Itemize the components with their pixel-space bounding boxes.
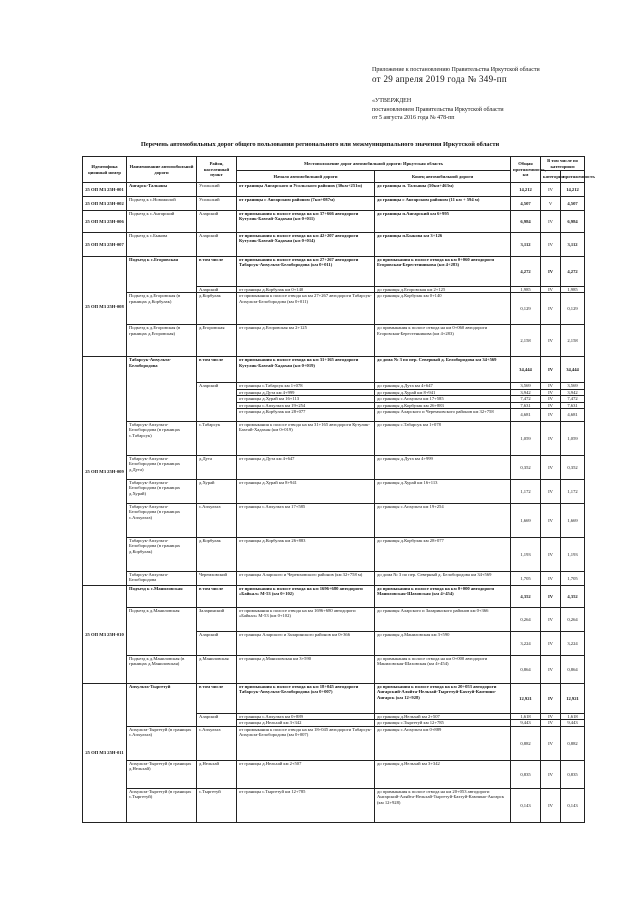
road-end: до границы д.Егоровская км 2+125 xyxy=(375,287,511,293)
road-length: 1,172 xyxy=(511,480,541,504)
road-district: д.Корбулак xyxy=(197,538,237,572)
road-category: IV xyxy=(541,257,561,287)
table-header-row xyxy=(83,157,585,171)
road-cat-length: 4,352 xyxy=(561,586,585,608)
road-cat-length: 0,352 xyxy=(561,456,585,480)
road-district: д.Нельхай xyxy=(197,760,237,788)
road-end: до границы д.Нельхай км 3+342 xyxy=(375,760,511,788)
road-start: от примыкания к полосе отвода на км 37+666 автодороги Кутулик-Бахтай-Хадахан (км 0+011) xyxy=(237,211,375,233)
road-category: IV xyxy=(541,402,561,408)
table-row xyxy=(83,538,585,572)
road-name: Табарсук-Апхульта-Белобородова xyxy=(127,572,197,586)
road-end: до границы п.Ангарский км 6+995 xyxy=(375,211,511,233)
road-id: 25 ОП МЗ 25Н-007 xyxy=(83,233,127,257)
road-cat-length: 1,059 xyxy=(561,422,585,456)
road-length: 0,129 xyxy=(511,293,541,325)
road-cat-length: 0,864 xyxy=(561,656,585,684)
road-id: 25 ОП МЗ 25Н-011 xyxy=(83,684,127,823)
road-end: до границы д.Хурай км 8+941 xyxy=(375,389,511,395)
col-header-end: Конец автомобильной дороги xyxy=(375,171,511,183)
road-end: до границы д.Корбулак км 28+077 xyxy=(375,538,511,572)
road-end: до границы д.Дута км 4+647 xyxy=(375,383,511,389)
approval-line-1: «УТВЕРЖДЕН xyxy=(372,98,412,104)
road-category: IV xyxy=(541,504,561,538)
road-end: до дома № 3 по пер. Северный д. Белобородова км 34+569 xyxy=(375,572,511,586)
road-start: от границы с.Апхульта км 17+585 xyxy=(237,504,375,538)
road-length: 0,864 xyxy=(511,656,541,684)
table-row xyxy=(83,422,585,456)
road-cat-length: 4,681 xyxy=(561,409,585,422)
road-name: Апхульта-Тыргетуй (в границах д.Нельхай) xyxy=(127,760,197,788)
road-length: 3,942 xyxy=(511,389,541,395)
road-category: IV xyxy=(541,714,561,720)
road-category: IV xyxy=(541,211,561,233)
road-start: от границы д.Нельхай км 3+342 xyxy=(237,720,375,726)
approval-line-3: от 5 августа 2016 года № 478-пп xyxy=(372,115,455,121)
road-start: от примыкания к полосе отвода на км 1696+680 автодороги «Байкал» М-53 (км 0+102) xyxy=(237,608,375,632)
road-start: от границы с.Табарсук км 1+078 xyxy=(237,383,375,389)
col-header-length: Общая протяженность, км xyxy=(511,157,541,183)
road-end: до границы с.Табарсук км 1+078 xyxy=(375,422,511,456)
road-cat-length: 0,882 xyxy=(561,726,585,760)
table-row xyxy=(83,586,585,608)
road-district: с.Апхульта xyxy=(197,504,237,538)
road-start: от границы д.Корбулак км 26+883 xyxy=(237,538,375,572)
col-header-start: Начало автомобильной дороги xyxy=(237,171,375,183)
road-length: 1,669 xyxy=(511,504,541,538)
road-length: 0,264 xyxy=(511,608,541,632)
road-cat-length: 4,272 xyxy=(561,257,585,287)
road-cat-length: 3,942 xyxy=(561,389,585,395)
road-start: от границы Ангарского и Усольского районов (30км+251м) xyxy=(237,183,375,197)
road-name: Табарсук-Апхульта-Белобородова (в границах д.Дута) xyxy=(127,456,197,480)
road-id: 25 ОП МЗ 25Н-002 xyxy=(83,197,127,211)
road-district: Заларинский xyxy=(197,608,237,632)
road-category: IV xyxy=(541,760,561,788)
road-category: IV xyxy=(541,357,561,383)
road-category: IV xyxy=(541,456,561,480)
road-end: до границы с Ангарским районом (11 км + 594 м) xyxy=(375,197,511,211)
road-cat-length: 2,158 xyxy=(561,325,585,357)
road-cat-length: 1,705 xyxy=(561,572,585,586)
road-district: в том числе xyxy=(197,257,237,287)
road-end: до примыкания к полосе отвода на км 20+053 автодороги Ангарский-Аляйта-Нельхай-Тыргетуй-Бахтуй-Камчино-Ангарск (км 12+928) xyxy=(375,788,511,822)
road-category: IV xyxy=(541,656,561,684)
decree-line-1: Приложение к постановлению Правительства Иркутской области xyxy=(372,67,540,73)
road-start: от границы Аларского и Черемховского районов (км 32+758 м) xyxy=(237,572,375,586)
road-length: 0,882 xyxy=(511,726,541,760)
road-district: в том числе xyxy=(197,357,237,383)
road-start: от границы д.Корбулак км 28+077 xyxy=(237,409,375,422)
road-cat-length: 6,984 xyxy=(561,211,585,233)
road-start: от примыкания к полосе отвода на км 1696+680 автодороги «Байкал» М-53 (км 0+102) xyxy=(237,586,375,608)
road-length: 12,921 xyxy=(511,684,541,714)
road-length: 1,705 xyxy=(511,572,541,586)
road-start: от границы д.Егоровская км 2+125 xyxy=(237,325,375,357)
road-category: IV xyxy=(541,293,561,325)
road-category: IV xyxy=(541,422,561,456)
road-cat-length: 14,212 xyxy=(561,183,585,197)
road-length: 3,569 xyxy=(511,383,541,389)
road-category: IV xyxy=(541,396,561,402)
table-row xyxy=(83,726,585,760)
road-category: IV xyxy=(541,389,561,395)
col-header-district: Район, населенный пункт xyxy=(197,157,237,183)
road-length: 1,985 xyxy=(511,287,541,293)
road-end: до границы д.Корбулак км 0+140 xyxy=(375,293,511,325)
table-row xyxy=(83,293,585,325)
road-cat-length: 0,264 xyxy=(561,608,585,632)
road-end: до границы д.Маниловская км 3+590 xyxy=(375,632,511,656)
road-end: до границы д.Нельхай км 2+507 xyxy=(375,714,511,720)
road-cat-length: 3,569 xyxy=(561,383,585,389)
road-id: 25 ОП МЗ 25Н-006 xyxy=(83,211,127,233)
road-category: IV xyxy=(541,325,561,357)
decree-reference xyxy=(372,66,634,85)
road-name: Апхульта-Тыргетуй xyxy=(127,684,197,727)
road-cat-length: 9,443 xyxy=(561,720,585,726)
road-length: 7,472 xyxy=(511,396,541,402)
road-name: Подъезд к с.Ангарский xyxy=(127,211,197,233)
road-start: от границы д.Хурай км 16+113 xyxy=(237,396,375,402)
road-name: Апхульта-Тыргетуй (в границах с.Апхульта) xyxy=(127,726,197,760)
col-header-cat-len: протяженность xyxy=(561,171,585,183)
approval-line-2: постановлением Правительства Иркутской области xyxy=(372,106,504,113)
road-start: от примыкания к полосе отвода на км 42+207 автодороги Кутулик-Бахтай-Хадахан (км 0+014) xyxy=(237,233,375,257)
road-end: до границы с.Апхульта км 17+585 xyxy=(375,396,511,402)
table-row xyxy=(83,211,585,233)
road-length: 34,444 xyxy=(511,357,541,383)
road-start: от примыкания к полосе отвода на км 27+267 автодороги Табарсук-Апхульта-Белобородова (км 0+011) xyxy=(237,257,375,287)
roads-table xyxy=(82,156,595,823)
road-category: IV xyxy=(541,183,561,197)
road-length: 6,984 xyxy=(511,211,541,233)
road-length: 0,352 xyxy=(511,456,541,480)
road-district: Усольский xyxy=(197,197,237,211)
road-district: Черемховский xyxy=(197,572,237,586)
road-cat-length: 1,193 xyxy=(561,538,585,572)
table-row xyxy=(83,325,585,357)
col-header-incl: В том числе по категориям xyxy=(541,157,585,171)
table-row xyxy=(83,357,585,383)
road-start: от границы с.Апхульта км 19+254 xyxy=(237,402,375,408)
road-id: 25 ОП МЗ 25Н-010 xyxy=(83,586,127,684)
decree-date-number: от 29 апреля 2019 года № 349-пп xyxy=(372,74,507,84)
road-district: в том числе xyxy=(197,684,237,714)
document-title: Перечень автомобильных дорог общего пользования регионального или межмуниципального значения Иркутской области xyxy=(140,141,500,148)
road-end: до примыкания к полосе отвода на км 0+060 автодороги Егоровская-Берестенникова (км 4+283) xyxy=(375,257,511,287)
road-start: от примыкания к полосе отвода на км 27+267 автодороги Табарсук-Апхульта-Белобородова (км 0+011) xyxy=(237,293,375,325)
road-start: от границы с.Тыргетуй км 12+785 xyxy=(237,788,375,822)
road-length: 4,681 xyxy=(511,409,541,422)
road-start: от примыкания к полосе отвода на км 18+045 автодороги Табарсук-Апхульта-Белобородова (км 0+007) xyxy=(237,684,375,714)
road-district: д.Хурай xyxy=(197,480,237,504)
road-category: IV xyxy=(541,788,561,822)
road-length: 4,352 xyxy=(511,586,541,608)
road-category: IV xyxy=(541,720,561,726)
road-id: 25 ОП МЗ 25Н-008 xyxy=(83,257,127,357)
road-length: 0,143 xyxy=(511,788,541,822)
road-district: Аларский xyxy=(197,714,237,727)
road-start: от границы д.Хурай км 8+941 xyxy=(237,480,375,504)
road-name: Подъезд к с.Новожилой xyxy=(127,197,197,211)
road-length: 1,193 xyxy=(511,538,541,572)
road-category: IV xyxy=(541,632,561,656)
road-start: от границы д.Корбулак км 0+140 xyxy=(237,287,375,293)
road-cat-length: 0,143 xyxy=(561,788,585,822)
road-start: от границы д.Маниловская км 3+590 xyxy=(237,656,375,684)
road-length: 1,618 xyxy=(511,714,541,720)
road-district: д.Дута xyxy=(197,456,237,480)
road-start: от примыкания к полосе отвода на км 31+165 автодороги Кутулик-Бахтай-Хадахан (км 0+019) xyxy=(237,422,375,456)
road-cat-length: 7,472 xyxy=(561,396,585,402)
table-row xyxy=(83,233,585,257)
road-length: 9,443 xyxy=(511,720,541,726)
road-end: до границы д.Хурай км 16+113 xyxy=(375,480,511,504)
road-id: 25 ОП МЗ 25Н-001 xyxy=(83,183,127,197)
road-name: Апхульта-Тыргетуй (в границах с.Тыргетуй) xyxy=(127,788,197,822)
road-length: 2,158 xyxy=(511,325,541,357)
road-length: 3,112 xyxy=(511,233,541,257)
road-end: до границы с.Тыргетуй км 12+785 xyxy=(375,720,511,726)
road-category: IV xyxy=(541,538,561,572)
road-cat-length: 34,444 xyxy=(561,357,585,383)
road-cat-length: 1,985 xyxy=(561,287,585,293)
road-district: с.Табарсук xyxy=(197,422,237,456)
road-name: Табарсук-Апхульта-Белобородова (в границах с.Табарсук) xyxy=(127,422,197,456)
road-start: от границы д.Нельхай км 2+507 xyxy=(237,760,375,788)
road-name: Подъезд к д.Егоровская (в границах д.Корбулак) xyxy=(127,293,197,325)
road-end: до примыкания к полосе отвода на км 0+000 автодороги Маниловская-Шаховская (км 4+454) xyxy=(375,586,511,608)
road-end: до границы с.Апхульта км 19+254 xyxy=(375,504,511,538)
road-length: 7,631 xyxy=(511,402,541,408)
road-length: 1,059 xyxy=(511,422,541,456)
road-cat-length: 4,507 xyxy=(561,197,585,211)
road-length: 0,835 xyxy=(511,760,541,788)
road-id: 25 ОП МЗ 25Н-009 xyxy=(83,357,127,586)
road-district: д.Корбулак xyxy=(197,293,237,325)
road-category: IV xyxy=(541,572,561,586)
road-name: Подъезд к д.Егоровская (в границах д.Егоровская) xyxy=(127,325,197,357)
road-name: Подъезд к д.Маниловская (в границах д.Маниловская) xyxy=(127,656,197,684)
road-length: 3,224 xyxy=(511,632,541,656)
road-category: IV xyxy=(541,383,561,389)
approval-stamp xyxy=(372,97,634,123)
road-category: IV xyxy=(541,409,561,422)
road-end: до примыкания к полосе отвода на км 0+060 автодороги Егоровская-Берестенникова (км 4+283) xyxy=(375,325,511,357)
road-category: IV xyxy=(541,684,561,714)
col-header-name: Наименование автомобильной дороги xyxy=(127,157,197,183)
road-district: Усольский xyxy=(197,183,237,197)
table-row xyxy=(83,257,585,287)
table-row xyxy=(83,456,585,480)
road-district: Аларский xyxy=(197,211,237,233)
road-name: Подъезд к с.Быкова xyxy=(127,233,197,257)
road-district: д.Егоровская xyxy=(197,325,237,357)
road-end: до границы д.Дута км 4+999 xyxy=(375,456,511,480)
road-name: Подъезд к с.Маниловская xyxy=(127,586,197,608)
road-category: IV xyxy=(541,287,561,293)
road-name: Табарсук-Апхульта-Белобородова xyxy=(127,357,197,422)
table-row xyxy=(83,197,585,211)
col-header-location: Местоположение дорог автомобильной дороги: Иркутская область xyxy=(237,157,511,171)
road-district: с.Апхульта xyxy=(197,726,237,760)
road-district: д.Маниловская xyxy=(197,656,237,684)
road-cat-length: 7,631 xyxy=(561,402,585,408)
road-category: IV xyxy=(541,608,561,632)
road-district: Аларский xyxy=(197,383,237,422)
road-cat-length: 1,618 xyxy=(561,714,585,720)
road-name: Табарсук-Апхульта-Белобородова (в границах с.Апхульта) xyxy=(127,504,197,538)
table-row xyxy=(83,608,585,632)
road-end: до границы п. Тальяны (50км+463м) xyxy=(375,183,511,197)
road-name: Табарсук-Апхульта-Белобородова (в границах д.Хурай) xyxy=(127,480,197,504)
table-row xyxy=(83,788,585,822)
table-row xyxy=(83,480,585,504)
road-cat-length: 12,921 xyxy=(561,684,585,714)
road-start: от границы с Ангарским районом (7км+087м) xyxy=(237,197,375,211)
road-length: 4,507 xyxy=(511,197,541,211)
road-end: до границы с.Апхульта км 0+889 xyxy=(375,726,511,760)
road-category: IV xyxy=(541,480,561,504)
table-row xyxy=(83,504,585,538)
road-start: от границы д.Дута км 4+647 xyxy=(237,456,375,480)
road-category: V xyxy=(541,197,561,211)
table-row xyxy=(83,656,585,684)
road-category: IV xyxy=(541,586,561,608)
road-cat-length: 0,835 xyxy=(561,760,585,788)
road-name: Ангарск-Тальяны xyxy=(127,183,197,197)
road-end: до границы Аларского и Черемховского районов км 32+758 xyxy=(375,409,511,422)
road-district: Аларский xyxy=(197,233,237,257)
road-district: в том числе xyxy=(197,586,237,608)
road-district: с.Тыргетуй xyxy=(197,788,237,822)
road-cat-length: 1,669 xyxy=(561,504,585,538)
road-length: 4,272 xyxy=(511,257,541,287)
road-category: IV xyxy=(541,726,561,760)
road-district: Аларский xyxy=(197,632,237,656)
road-end: до границы д.Корбулак км 26+883 xyxy=(375,402,511,408)
table-row xyxy=(83,572,585,586)
road-end: до примыкания к полосе отвода на км 0+000 автодороги Маниловская-Шаховская (км 4+454) xyxy=(375,656,511,684)
road-end: до примыкания к полосе отвода на км 20+053 автодороги Ангарский-Аляйта-Нельхай-Тыргетуй-Бахтуй-Камчино-Ангарск (км 12+928) xyxy=(375,684,511,714)
road-name: Подъезд к с.Егоровская xyxy=(127,257,197,293)
road-start: от границы д.Дута км 4+999 xyxy=(237,389,375,395)
road-name: Подъезд к д.Маниловская xyxy=(127,608,197,656)
table-row xyxy=(83,760,585,788)
table-row xyxy=(83,183,585,197)
col-header-cat: категории xyxy=(541,171,561,183)
road-district: Аларский xyxy=(197,287,237,293)
road-name: Табарсук-Апхульта-Белобородова (в границах д.Корбулак) xyxy=(127,538,197,572)
table-row xyxy=(83,684,585,714)
road-start: от границы Аларского и Заларинского районов км 0+366 xyxy=(237,632,375,656)
road-cat-length: 1,172 xyxy=(561,480,585,504)
road-end: до границы Аларского и Заларинского районов км 0+366 xyxy=(375,608,511,632)
col-header-id: Идентифика ционный номер xyxy=(83,157,127,183)
road-cat-length: 3,224 xyxy=(561,632,585,656)
road-end: до границы п.Быкова км 3+126 xyxy=(375,233,511,257)
road-start: от границы с.Апхульта км 0+889 xyxy=(237,714,375,720)
road-end: до дома № 3 по пер. Северный д. Белобородова км 34+569 xyxy=(375,357,511,383)
road-start: от примыкания к полосе отвода на км 18+045 автодороги Табарсук-Апхульта-Белобородова (км 0+007) xyxy=(237,726,375,760)
road-cat-length: 0,129 xyxy=(561,293,585,325)
road-start: от примыкания к полосе отвода на км 31+165 автодороги Кутулик-Бахтай-Хадахан (км 0+019) xyxy=(237,357,375,383)
road-category: IV xyxy=(541,233,561,257)
road-cat-length: 3,112 xyxy=(561,233,585,257)
road-length: 14,212 xyxy=(511,183,541,197)
